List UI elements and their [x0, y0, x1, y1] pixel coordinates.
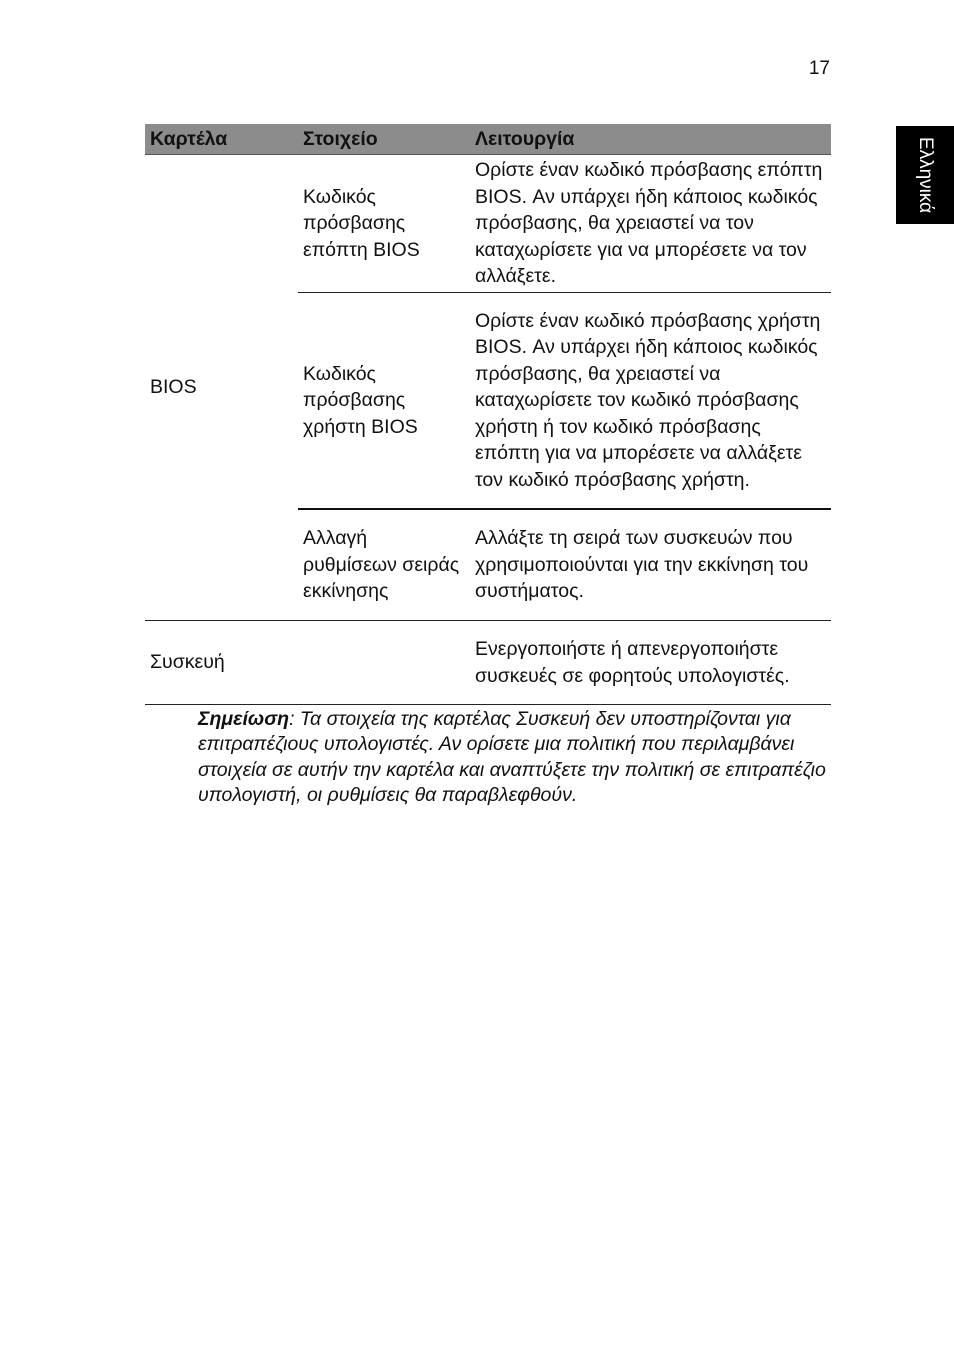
table-row — [145, 155, 831, 293]
header-item: Στοιχείο — [298, 124, 470, 155]
table-header-row — [145, 124, 831, 155]
table-row — [145, 621, 831, 705]
header-function: Λειτουργία — [470, 124, 831, 155]
cell-function-user-password: Ορίστε έναν κωδικό πρόσβασης χρήστη BIOS. Αν υπάρχει ήδη κάποιος κωδικός πρόσβασης, θα χρειαστεί να καταχωρίσετε τον κωδικό πρόσβασης χρήστη ή τον κωδικό πρόσβασης επόπτη για να μπορέσετε να αλλάξετε τον κωδικό πρόσβασης χρήστη. — [470, 293, 831, 510]
cell-function-boot-order: Αλλάξτε τη σειρά των συσκευών που χρησιμοποιούνται για την εκκίνηση του συστήματος. — [470, 509, 831, 621]
cell-item-supervisor-password: Κωδικός πρόσβασης επόπτη BIOS — [298, 155, 470, 293]
note-text: : Τα στοιχεία της καρτέλας Συσκευή δεν υποστηρίζονται για επιτραπέζιους υπολογιστές. Αν ορίσετε μια πολιτική που περιλαμβάνει στοιχεία σε αυτήν την καρτέλα και αναπτύξετε την πολιτική σε επιτραπέζιο υπολογιστή, οι ρυθμίσεις θα παραβλεφθούν. — [198, 708, 826, 806]
cell-item-user-password: Κωδικός πρόσβασης χρήστη BIOS — [298, 293, 470, 510]
cell-item-device — [298, 621, 470, 705]
cell-tab-device: Συσκευή — [145, 621, 298, 705]
cell-function-device: Ενεργοποιήστε ή απενεργοποιήστε συσκευές σε φορητούς υπολογιστές. — [470, 621, 831, 705]
page-number: 17 — [808, 58, 830, 79]
language-tab — [896, 126, 954, 224]
cell-tab-bios: BIOS — [145, 155, 298, 621]
note-label: Σημείωση — [198, 708, 290, 730]
note-paragraph — [198, 707, 834, 808]
settings-table — [145, 124, 831, 705]
header-tab: Καρτέλα — [145, 124, 298, 155]
cell-item-boot-order: Αλλαγή ρυθμίσεων σειράς εκκίνησης — [298, 509, 470, 621]
language-tab-label: Ελληνικά — [915, 136, 936, 214]
cell-function-supervisor-password: Ορίστε έναν κωδικό πρόσβασης επόπτη BIOS. Αν υπάρχει ήδη κάποιος κωδικός πρόσβασης, θα χρειαστεί να τον καταχωρίσετε για να μπορέσετε να τον αλλάξετε. — [470, 155, 831, 293]
